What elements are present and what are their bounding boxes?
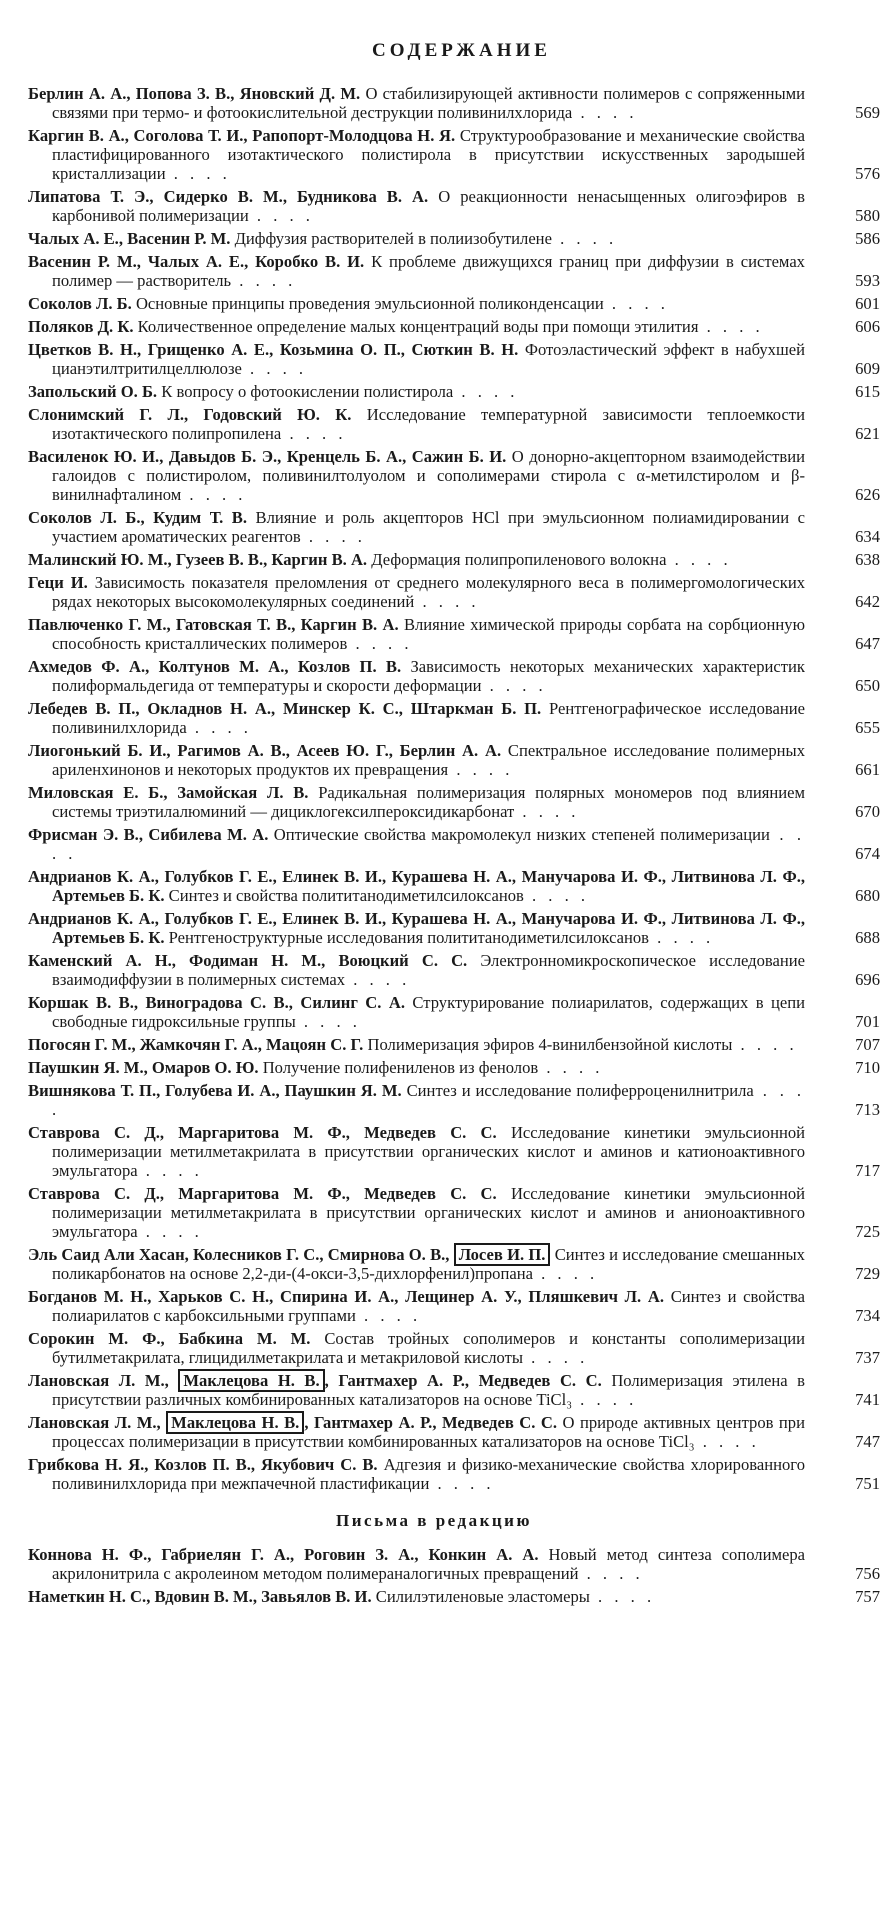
entry-title: Радикальная полимеризация полярных мономеров под влиянием системы триэтилалюминий — дициклогексилпероксидикарбонат (52, 783, 805, 821)
entry-authors: Берлин А. А., Попова З. В., Яновский Д. М. (28, 84, 361, 103)
entry-page-number: 713 (855, 1100, 880, 1119)
entry-authors (28, 1243, 550, 1266)
entry-page-number: 593 (855, 271, 880, 290)
entry-title: Синтез и исследование смешанных поликарбонатов на основе 2,2-ди-(4-окси-3,5-дихлорфенил)пропана (52, 1245, 805, 1283)
entry-page-number: 707 (855, 1035, 880, 1054)
dot-leader: . . . . (514, 802, 580, 821)
entry-text (28, 909, 805, 947)
entry-page-number: 650 (855, 676, 880, 695)
entry-authors: Липатова Т. Э., Сидерко В. М., Будникова В. А. (28, 187, 429, 206)
entry-title: Исследование температурной зависимости теплоемкости изотактического полипропилена (52, 405, 806, 443)
entry-title: К вопросу о фотоокислении полистирола (161, 382, 454, 401)
entry-page-number: 642 (855, 592, 880, 611)
dot-leader: . . . . (347, 634, 413, 653)
entry-authors: Слонимский Г. Л., Годовский Ю. К. (28, 405, 352, 424)
dot-leader: . . . . (248, 206, 314, 225)
toc-entry (28, 1587, 880, 1606)
toc-entry (28, 1287, 880, 1325)
toc-entry (28, 187, 880, 225)
toc-entry (28, 1081, 880, 1119)
entry-authors: Сорокин М. Ф., Бабкина М. М. (28, 1329, 311, 1348)
dot-leader: . . . . (578, 1564, 644, 1583)
dot-leader: . . . . (52, 1081, 806, 1119)
dot-leader: . . . . (698, 317, 764, 336)
entry-text (28, 741, 805, 779)
entry-title: Структурообразование и механические свойства пластифицированного изотактического полистирола в присутствии искусственных зародышей кристаллизации (52, 126, 805, 183)
entry-text (28, 508, 805, 546)
dot-leader: . . . . (448, 760, 514, 779)
entry-title: Полимеризация этилена в присутствии различных комбинированных катализаторов на основе TiCl₃ (52, 1371, 805, 1409)
entry-text (28, 294, 805, 313)
entry-page-number: 580 (855, 206, 880, 225)
toc-entry (28, 1035, 880, 1054)
letters-heading: Письма в редакцию (336, 1511, 532, 1530)
deceased-author-box: Маклецова Н. В. (178, 1369, 324, 1392)
deceased-author-box: Маклецова Н. В. (166, 1411, 304, 1434)
dot-leader: . . . . (603, 294, 669, 313)
entry-authors (28, 1369, 602, 1392)
toc-entry (28, 1545, 880, 1583)
entry-authors: Ставрова С. Д., Маргаритова М. Ф., Медведев С. С. (28, 1123, 497, 1142)
entry-text (28, 1455, 805, 1493)
entry-text (28, 229, 805, 248)
entry-title: Спектральное исследование полимерных ариленхинонов и некоторых продуктов их превращения (52, 741, 805, 779)
entry-text (28, 1545, 805, 1583)
entry-text (28, 84, 805, 122)
entry-text (28, 405, 805, 443)
entry-authors: Поляков Д. К. (28, 317, 134, 336)
dot-leader: . . . . (649, 928, 715, 947)
entry-authors-post: , Гантмахер А. Р., Медведев С. С. (324, 1371, 602, 1390)
entry-authors: Коршак В. В., Виноградова С. В., Силинг С. А. (28, 993, 405, 1012)
entry-title: Синтез и свойства полиарилатов с карбоксильными группами (52, 1287, 805, 1325)
toc-entry (28, 252, 880, 290)
entry-title: Рентгеноструктурные исследования полититанодиметилсилоксанов (168, 928, 650, 947)
entry-authors: Ахмедов Ф. А., Колтунов М. А., Козлов П. В. (28, 657, 402, 676)
entry-page-number: 741 (855, 1390, 880, 1409)
entry-text (28, 1329, 805, 1367)
entry-authors: Вишнякова Т. П., Голубева И. А., Паушкин Я. М. (28, 1081, 402, 1100)
dot-leader: . . . . (453, 382, 519, 401)
entry-text (28, 783, 805, 821)
dot-leader: . . . . (481, 676, 547, 695)
entry-title: Влияние и роль акцепторов HCl при эмульсионном полиамидировании с участием ароматических реагентов (52, 508, 805, 546)
entry-authors: Каргин В. А., Соголова Т. И., Рапопорт-Молодцова Н. Я. (28, 126, 456, 145)
entry-page-number: 680 (855, 886, 880, 905)
dot-leader: . . . . (572, 103, 638, 122)
entry-title: Деформация полипропиленового волокна (371, 550, 667, 569)
entry-title: Синтез и исследование полиферроценилнитрила (406, 1081, 754, 1100)
dot-leader: . . . . (538, 1058, 604, 1077)
entry-authors-pre: Лановская Л. М., (28, 1371, 169, 1390)
entry-page-number: 615 (855, 382, 880, 401)
dot-leader: . . . . (429, 1474, 495, 1493)
entry-text (28, 550, 805, 569)
entry-page-number: 586 (855, 229, 880, 248)
entry-page-number: 717 (855, 1161, 880, 1180)
entry-text (28, 657, 805, 695)
entry-text (28, 867, 805, 905)
entry-authors-pre: Лановская Л. М., (28, 1413, 161, 1432)
entry-page-number: 757 (855, 1587, 880, 1606)
entry-authors: Цветков В. Н., Грищенко А. Е., Козьмина О. П., Сюткин В. Н. (28, 340, 519, 359)
entry-title: О природе активных центров при процессах полимеризации в присутствии комбинированных катализаторов на основе TiCl₃ (52, 1413, 805, 1451)
entry-page-number: 688 (855, 928, 880, 947)
entry-page-number: 606 (855, 317, 880, 336)
entry-title: Рентгенографическое исследование поливинилхлорида (52, 699, 806, 737)
entry-title: Новый метод синтеза сополимера акрилонитрила с акролеином методом полимераналогичных превращений (52, 1545, 805, 1583)
entry-text (28, 1081, 805, 1119)
entry-title: Получение полифениленов из фенолов (262, 1058, 539, 1077)
entry-authors: Васенин Р. М., Чалых А. Е., Коробко В. И. (28, 252, 365, 271)
toc-entry (28, 126, 880, 183)
entry-title: О стабилизирующей активности полимеров с сопряженными связями при термо- и фотоокислительной деструкции поливинилхлорида (52, 84, 805, 122)
toc-entry (28, 84, 880, 122)
entry-text (28, 615, 805, 653)
dot-leader: . . . . (300, 527, 366, 546)
entry-text (28, 317, 805, 336)
entry-title: Оптические свойства макромолекул низких степеней полимеризации (273, 825, 770, 844)
entry-authors: Миловская Е. Б., Замойская Л. В. (28, 783, 309, 802)
dot-leader: . . . . (181, 485, 247, 504)
entry-text (28, 1413, 805, 1451)
deceased-author-box: Лосев И. П. (454, 1243, 551, 1266)
toc-entry (28, 867, 880, 905)
entry-page-number: 747 (855, 1432, 880, 1451)
letters-entries (28, 1545, 880, 1606)
entry-authors: Соколов Л. Б. (28, 294, 132, 313)
entry-page-number: 729 (855, 1264, 880, 1283)
entry-title: Фотоэластический эффект в набухшей цианэтилтритилцеллюлозе (52, 340, 806, 378)
dot-leader: . . . . (414, 592, 480, 611)
entry-page-number: 710 (855, 1058, 880, 1077)
entry-text (28, 1184, 805, 1241)
entry-authors-pre: Эль Саид Али Хасан, Колесников Г. С., Смирнова О. В., (28, 1245, 450, 1264)
entry-page-number: 737 (855, 1348, 880, 1367)
entry-text (28, 573, 805, 611)
entry-authors: Василенок Ю. И., Давыдов Б. Э., Кренцель Б. А., Сажин Б. И. (28, 447, 507, 466)
toc-entry (28, 657, 880, 695)
entry-text (28, 382, 805, 401)
entry-title: Зависимость некоторых механических характеристик полиформальдегида от температуры и скорости деформации (52, 657, 805, 695)
entry-text (28, 1287, 805, 1325)
entry-title: Зависимость показателя преломления от среднего молекулярного веса в полимергомологических рядах некоторых высокомолекулярных соединений (52, 573, 805, 611)
entry-text (28, 1123, 805, 1180)
toc-entry (28, 405, 880, 443)
toc-entry (28, 294, 880, 313)
entry-title: Основные принципы проведения эмульсионной поликонденсации (135, 294, 604, 313)
entry-authors: Павлюченко Г. М., Гатовская Т. В., Каргин В. А. (28, 615, 399, 634)
entry-authors: Соколов Л. Б., Кудим Т. В. (28, 508, 247, 527)
dot-leader: . . . . (241, 359, 308, 378)
entry-authors: Андрианов К. А., Голубков Г. Е., Елинек В. И., Курашева Н. А., Манучарова И. Ф., Литвинова Л. Ф., Артемьев Б. К. (28, 867, 805, 905)
entry-title: Исследование кинетики эмульсионной полимеризации метилметакрилата в присутствии органических кислот и аминов и анионоактивного эмульгатора (52, 1184, 806, 1241)
toc-entry (28, 909, 880, 947)
dot-leader: . . . . (666, 550, 732, 569)
toc-entry (28, 382, 880, 401)
toc-entry (28, 1371, 880, 1409)
entry-page-number: 609 (855, 359, 880, 378)
dot-leader: . . . . (589, 1587, 656, 1606)
entry-text (28, 993, 805, 1031)
entry-title: Синтез и свойства полититанодиметилсилоксанов (168, 886, 524, 905)
page-heading: СОДЕРЖАНИЕ (372, 40, 551, 61)
entry-authors (28, 1411, 557, 1434)
toc-entry (28, 1058, 880, 1077)
entry-authors: Грибкова Н. Я., Козлов П. В., Якубович С. В. (28, 1455, 378, 1474)
entry-text (28, 1058, 805, 1077)
dot-leader: . . . . (532, 1264, 599, 1283)
entry-title: Полимеризация эфиров 4-винилбензойной кислоты (367, 1035, 733, 1054)
entry-authors: Чалых А. Е., Васенин Р. М. (28, 229, 231, 248)
toc-entry (28, 229, 880, 248)
entry-page-number: 569 (855, 103, 880, 122)
entry-page-number: 647 (855, 634, 880, 653)
entry-title: Диффузия растворителей в полиизобутилене (234, 229, 552, 248)
entry-page-number: 655 (855, 718, 880, 737)
entry-title: Структурирование полиарилатов, содержащих в цепи свободные гидроксильные группы (52, 993, 805, 1031)
entry-page-number: 576 (855, 164, 880, 183)
entry-page-number: 661 (855, 760, 880, 779)
entry-page-number: 638 (855, 550, 880, 569)
entry-authors: Паушкин Я. М., Омаров О. Ю. (28, 1058, 259, 1077)
toc-entries (28, 84, 880, 1493)
toc-entry (28, 741, 880, 779)
entry-authors: Геци И. (28, 573, 88, 592)
entry-text (28, 699, 805, 737)
toc-entry (28, 993, 880, 1031)
entry-authors: Богданов М. Н., Харьков С. Н., Спирина И. А., Лещинер А. У., Пляшкевич Л. А. (28, 1287, 664, 1306)
dot-leader: . . . . (52, 825, 806, 863)
entry-title: Влияние химической природы сорбата на сорбционную способность кристаллических полимеров (52, 615, 805, 653)
entry-authors: Запольский О. Б. (28, 382, 158, 401)
dot-leader: . . . . (523, 886, 590, 905)
entry-page-number: 756 (855, 1564, 880, 1583)
entry-authors: Малинский Ю. М., Гузеев В. В., Каргин В. А. (28, 550, 368, 569)
entry-authors: Лебедев В. П., Окладнов Н. А., Минскер К. С., Штаркман Б. П. (28, 699, 542, 718)
entry-page-number: 621 (855, 424, 880, 443)
dot-leader: . . . . (523, 1348, 589, 1367)
dot-leader: . . . . (231, 271, 297, 290)
toc-entry (28, 1245, 880, 1283)
entry-title: Исследование кинетики эмульсионной полимеризации метилметакрилата в присутствии органических кислот и аминов и катионоактивного эмульгатора (52, 1123, 806, 1180)
entry-authors: Ставрова С. Д., Маргаритова М. Ф., Медведев С. С. (28, 1184, 497, 1203)
entry-text (28, 1245, 805, 1283)
toc-entry (28, 1413, 880, 1451)
entry-page-number: 701 (855, 1012, 880, 1031)
entry-title: Состав тройных сополимеров и константы сополимеризации бутилметакрилата, глицидилметакрилата и метакриловой кислоты (52, 1329, 805, 1367)
entry-page-number: 634 (855, 527, 880, 546)
dot-leader: . . . . (137, 1161, 203, 1180)
entry-text (28, 951, 805, 989)
toc-entry (28, 615, 880, 653)
entry-title: О реакционности ненасыщенных олигоэфиров в карбонивой полимеризации (52, 187, 805, 225)
toc-entry (28, 573, 880, 611)
entry-title: Адгезия и физико-механические свойства хлорированного поливинилхлорида при межпачечной пластификации (52, 1455, 805, 1493)
entry-text (28, 252, 805, 290)
table-of-contents (28, 84, 880, 1610)
toc-entry (28, 508, 880, 546)
toc-entry (28, 951, 880, 989)
dot-leader: . . . . (281, 424, 347, 443)
dot-leader: . . . . (732, 1035, 798, 1054)
dot-leader: . . . . (694, 1432, 760, 1451)
entry-page-number: 670 (855, 802, 880, 821)
entry-page-number: 674 (855, 844, 880, 863)
toc-entry (28, 317, 880, 336)
entry-page-number: 751 (855, 1474, 880, 1493)
dot-leader: . . . . (551, 229, 618, 248)
entry-authors: Коннова Н. Ф., Габриелян Г. А., Роговин З. А., Конкин А. А. (28, 1545, 539, 1564)
entry-authors: Наметкин Н. С., Вдовин В. М., Завьялов В. И. (28, 1587, 372, 1606)
entry-authors-post: , Гантмахер А. Р., Медведев С. С. (304, 1413, 558, 1432)
toc-entry (28, 783, 880, 821)
entry-text (28, 825, 805, 863)
toc-entry (28, 550, 880, 569)
toc-entry (28, 340, 880, 378)
toc-entry (28, 1123, 880, 1180)
toc-entry (28, 1329, 880, 1367)
dot-leader: . . . . (345, 970, 411, 989)
toc-entry (28, 447, 880, 504)
toc-entry (28, 1455, 880, 1493)
dot-leader: . . . . (137, 1222, 203, 1241)
entry-authors: Андрианов К. А., Голубков Г. Е., Елинек В. И., Курашева Н. А., Манучарова И. Ф., Литвинова Л. Ф., Артемьев Б. К. (28, 909, 805, 947)
entry-text (28, 1035, 805, 1054)
entry-authors: Погосян Г. М., Жамкочян Г. А., Мацоян С. Г. (28, 1035, 364, 1054)
entry-page-number: 696 (855, 970, 880, 989)
toc-entry (28, 699, 880, 737)
entry-text (28, 187, 805, 225)
entry-page-number: 725 (855, 1222, 880, 1241)
entry-title: К проблеме движущихся границ при диффузии в системах полимер — растворитель (52, 252, 805, 290)
dot-leader: . . . . (572, 1390, 638, 1409)
entry-title: Количественное определение малых концентраций воды при помощи этилития (137, 317, 699, 336)
entry-text (28, 1371, 805, 1409)
entry-authors: Каменский А. Н., Фодиман Н. М., Воюцкий С. С. (28, 951, 468, 970)
entry-page-number: 601 (855, 294, 880, 313)
entry-text (28, 1587, 805, 1606)
entry-text (28, 126, 805, 183)
entry-title: О донорно-акцепторном взаимодействии галоидов с полистиролом, поливинилтолуолом и сополимерами стирола с α-метилстиролом и β-винилнафталином (52, 447, 805, 504)
entry-authors: Фрисман Э. В., Сибилева М. А. (28, 825, 269, 844)
entry-page-number: 734 (855, 1306, 880, 1325)
entry-title: Электронномикроскопическое исследование взаимодиффузии в полимерных системах (52, 951, 805, 989)
dot-leader: . . . . (355, 1306, 422, 1325)
entry-authors: Лиогонький Б. И., Рагимов А. В., Асеев Ю. Г., Берлин А. А. (28, 741, 502, 760)
toc-entry (28, 825, 880, 863)
entry-page-number: 626 (855, 485, 880, 504)
dot-leader: . . . . (295, 1012, 361, 1031)
entry-text (28, 340, 805, 378)
entry-text (28, 447, 805, 504)
dot-leader: . . . . (165, 164, 231, 183)
toc-entry (28, 1184, 880, 1241)
dot-leader: . . . . (186, 718, 252, 737)
entry-title: Силилэтиленовые эластомеры (375, 1587, 590, 1606)
